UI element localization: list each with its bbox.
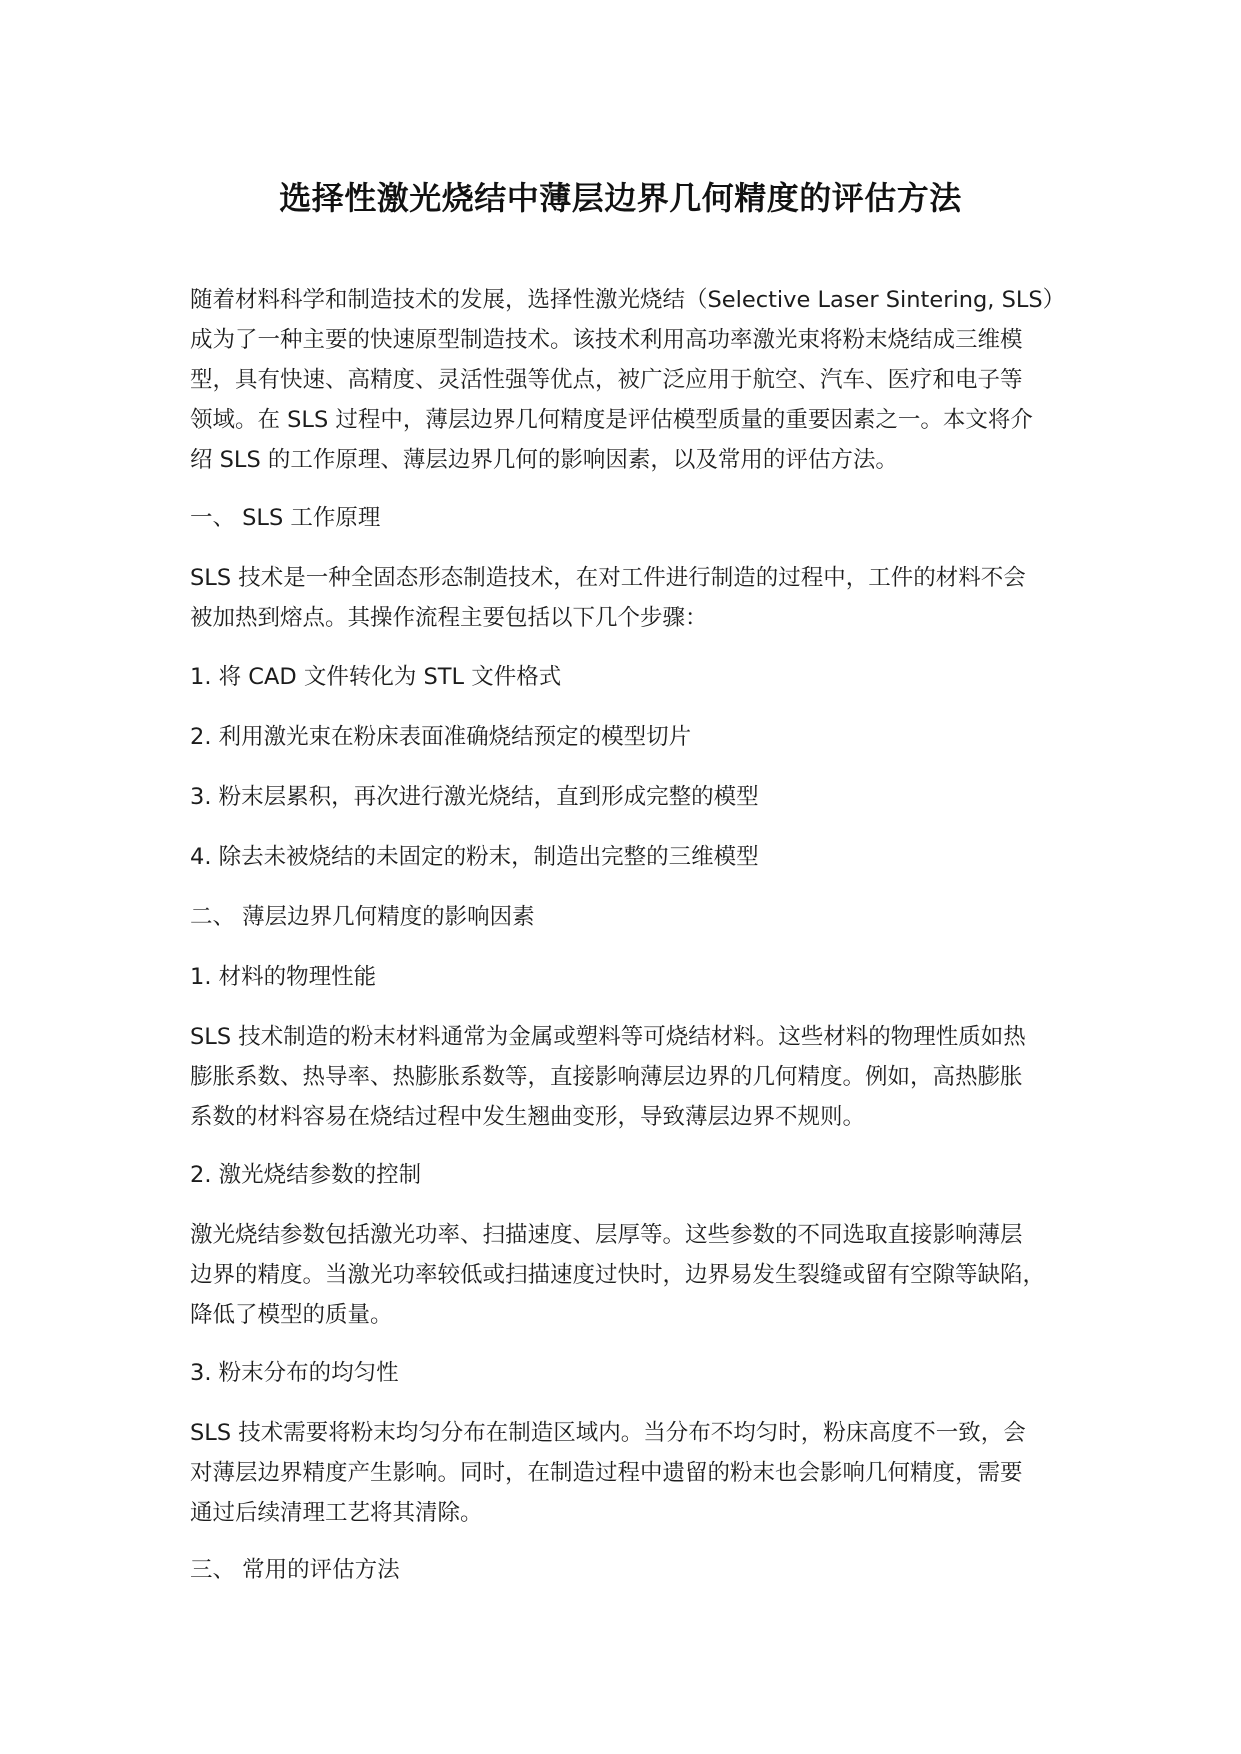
section-heading: 一、 SLS 工作原理 — [190, 505, 381, 531]
document-title: 选择性激光烧结中薄层边界几何精度的评估方法 — [279, 179, 962, 217]
intro-line: 随着材料科学和制造技术的发展，选择性激光烧结（Selective Laser Sintering, SLS） — [190, 287, 1066, 313]
subsection-2-paragraph — [190, 1215, 1070, 1335]
paragraph-line: SLS 技术需要将粉末均匀分布在制造区域内。当分布不均匀时，粉床高度不一致，会 — [190, 1420, 1026, 1446]
intro-line: 领域。在 SLS 过程中，薄层边界几何精度是评估模型质量的重要因素之一。本文将介 — [190, 407, 1033, 433]
list-item: 3. 粉末层累积，再次进行激光烧结，直到形成完整的模型 — [190, 784, 759, 810]
paragraph-line: 降低了模型的质量。 — [190, 1302, 393, 1328]
subsection-1-paragraph — [190, 1017, 1070, 1137]
paragraph-line: SLS 技术制造的粉末材料通常为金属或塑料等可烧结材料。这些材料的物理性质如热 — [190, 1024, 1026, 1050]
intro-line: 型，具有快速、高精度、灵活性强等优点，被广泛应用于航空、汽车、医疗和电子等 — [190, 367, 1023, 393]
step-item-4 — [190, 837, 1070, 877]
subsection-heading: 3. 粉末分布的均匀性 — [190, 1360, 399, 1386]
intro-paragraph — [190, 280, 1070, 480]
paragraph-line: 系数的材料容易在烧结过程中发生翘曲变形，导致薄层边界不规则。 — [190, 1104, 866, 1130]
paragraph-line: 被加热到熔点。其操作流程主要包括以下几个步骤： — [190, 605, 708, 631]
subsection-heading: 1. 材料的物理性能 — [190, 964, 377, 990]
section-1-paragraph — [190, 558, 1070, 638]
list-item: 4. 除去未被烧结的未固定的粉末，制造出完整的三维模型 — [190, 844, 759, 870]
subsection-3-paragraph — [190, 1413, 1070, 1533]
paragraph-line: 边界的精度。当激光功率较低或扫描速度过快时，边界易发生裂缝或留有空隙等缺陷， — [190, 1262, 1046, 1288]
section-3-heading — [190, 1550, 1070, 1590]
intro-line: 成为了一种主要的快速原型制造技术。该技术利用高功率激光束将粉末烧结成三维模 — [190, 327, 1023, 353]
section-heading: 二、 薄层边界几何精度的影响因素 — [190, 904, 535, 930]
list-item: 1. 将 CAD 文件转化为 STL 文件格式 — [190, 664, 562, 690]
intro-line: 绍 SLS 的工作原理、薄层边界几何的影响因素，以及常用的评估方法。 — [190, 447, 898, 473]
section-heading: 三、 常用的评估方法 — [190, 1557, 400, 1583]
subsection-2-heading — [190, 1155, 1070, 1195]
subsection-heading: 2. 激光烧结参数的控制 — [190, 1162, 422, 1188]
subsection-3-heading — [190, 1353, 1070, 1393]
subsection-1-heading — [190, 957, 1070, 997]
paragraph-line: 激光烧结参数包括激光功率、扫描速度、层厚等。这些参数的不同选取直接影响薄层 — [190, 1222, 1023, 1248]
paragraph-line: SLS 技术是一种全固态形态制造技术，在对工件进行制造的过程中，工件的材料不会 — [190, 565, 1026, 591]
section-2-heading — [190, 897, 1070, 937]
step-item-2 — [190, 717, 1070, 757]
paragraph-line: 膨胀系数、热导率、热膨胀系数等，直接影响薄层边界的几何精度。例如，高热膨胀 — [190, 1064, 1023, 1090]
list-item: 2. 利用激光束在粉床表面准确烧结预定的模型切片 — [190, 724, 692, 750]
paragraph-line: 对薄层边界精度产生影响。同时，在制造过程中遗留的粉末也会影响几何精度，需要 — [190, 1460, 1023, 1486]
step-item-3 — [190, 777, 1070, 817]
section-1-heading — [190, 498, 1070, 538]
paragraph-line: 通过后续清理工艺将其清除。 — [190, 1500, 483, 1526]
step-item-1 — [190, 657, 1070, 697]
